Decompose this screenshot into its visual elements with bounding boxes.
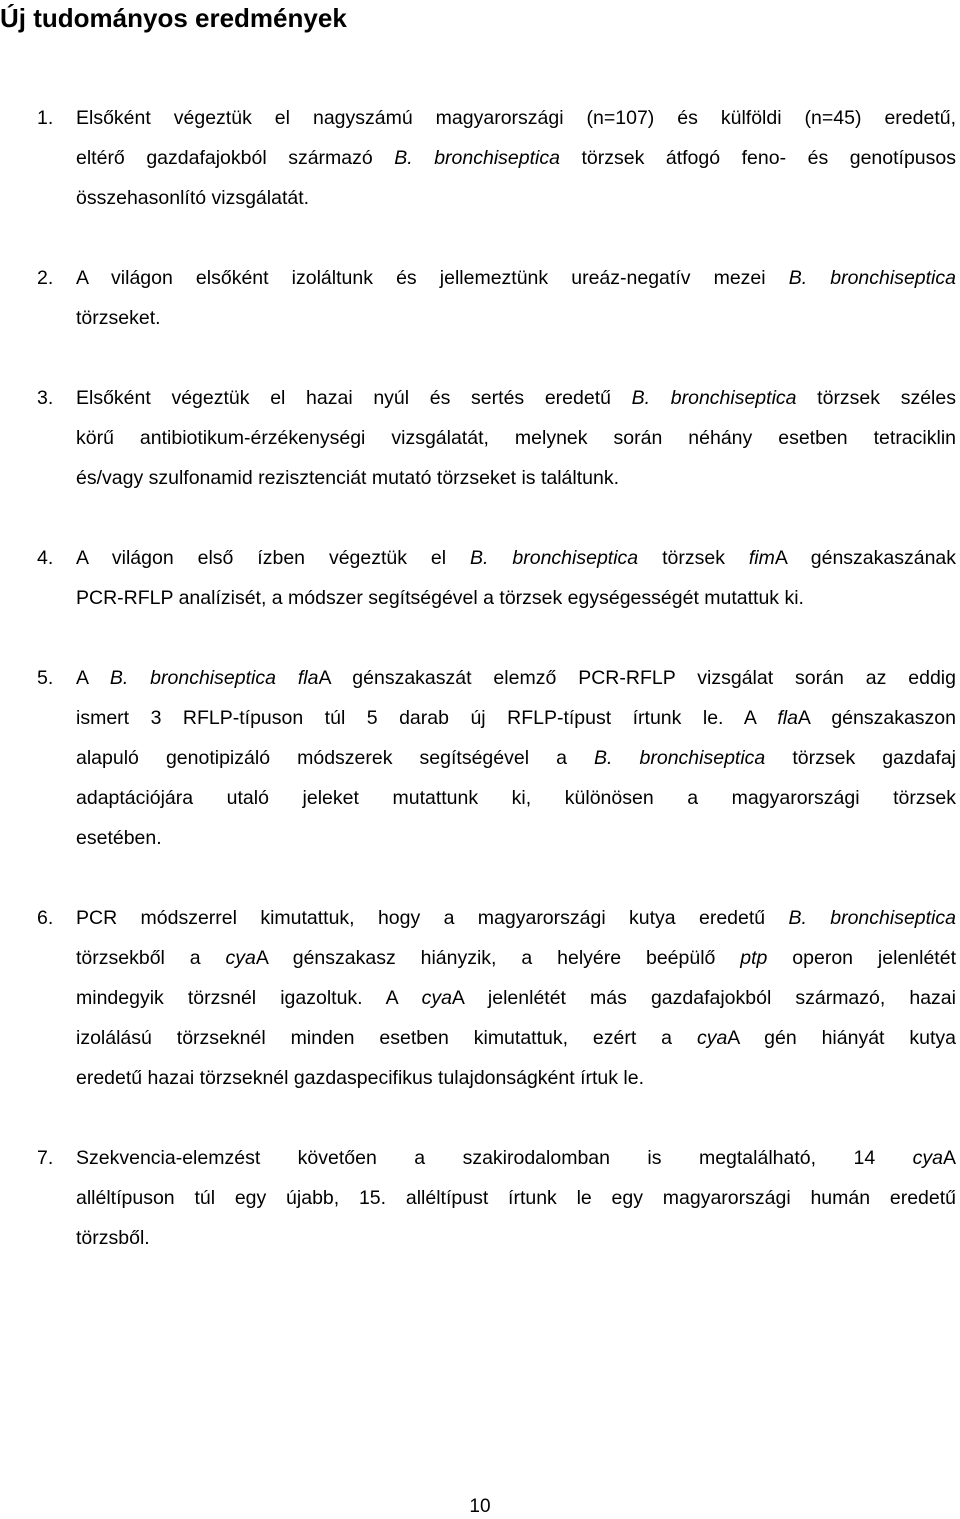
result-text — [76, 98, 956, 218]
italic-term: B. bronchiseptica — [594, 747, 766, 769]
page-number: 10 — [469, 1496, 491, 1517]
italic-term: B. bronchiseptica — [394, 147, 560, 169]
text-line — [76, 1018, 956, 1058]
italic-term: B. bronchiseptica — [631, 387, 797, 409]
text-line — [76, 818, 956, 858]
result-text — [76, 898, 956, 1098]
result-number: 3. — [37, 387, 54, 409]
italic-term: fim — [748, 547, 775, 569]
text-segment: Szekvencia-elemzést követően a szakirodalomban is megtalálható, 14 — [76, 1147, 913, 1169]
text-line — [76, 978, 956, 1018]
text-segment: A gén hiányát kutya — [727, 1027, 956, 1049]
italic-term: ptp — [740, 947, 768, 969]
text-line — [76, 178, 956, 218]
italic-term: cya — [912, 1147, 943, 1169]
text-segment: és/vagy szulfonamid rezisztenciát mutató törzseket is találtunk. — [76, 467, 619, 489]
text-segment: PCR-RFLP analízisét, a módszer segítségével a törzsek egységességét mutattuk ki. — [76, 587, 804, 609]
text-segment: A jelenlétét más gazdafajokból származó, hazai — [451, 987, 956, 1009]
text-segment: törzsek átfogó feno- és genotípusos — [559, 147, 956, 169]
text-segment: A génszakaszon — [797, 707, 957, 729]
text-segment: izolálású törzseknél minden esetben kimutattuk, ezért a — [76, 1027, 697, 1049]
result-number: 7. — [37, 1147, 54, 1169]
text-segment: körű antibiotikum-érzékenységi vizsgálatát, melynek során néhány esetben tetraciklin — [76, 427, 956, 449]
text-segment: A világon első ízben végeztük el — [76, 547, 471, 569]
text-line — [76, 458, 956, 498]
text-segment: operon jelenlétét — [767, 947, 956, 969]
text-segment: törzsekből a — [76, 947, 226, 969]
result-text — [76, 658, 956, 858]
text-segment: eltérő gazdafajokból származó — [76, 147, 395, 169]
text-line — [76, 1058, 956, 1098]
text-line — [76, 258, 956, 298]
text-line — [76, 98, 956, 138]
text-segment: A — [76, 667, 110, 689]
text-segment: A génszakasz hiányzik, a helyére beépülő — [255, 947, 741, 969]
result-number: 6. — [37, 907, 54, 929]
text-segment: A — [942, 1147, 956, 1169]
text-line — [76, 138, 956, 178]
italic-term: B. bronchiseptica — [788, 267, 956, 289]
text-segment: alléltípuson túl egy újabb, 15. alléltípust írtunk le egy magyarországi humán eredetű — [76, 1187, 956, 1209]
text-segment: mindegyik törzsnél igazoltuk. A — [76, 987, 422, 1009]
text-line — [76, 698, 956, 738]
result-text — [76, 538, 956, 618]
text-segment: A génszakaszának — [774, 547, 957, 569]
text-segment: törzsek széles — [796, 387, 956, 409]
result-number: 4. — [37, 547, 54, 569]
italic-term: cya — [225, 947, 256, 969]
text-segment: ismert 3 RFLP-típuson túl 5 darab új RFLP-típust írtunk le. A — [76, 707, 778, 729]
text-line — [76, 538, 956, 578]
text-segment: adaptációjára utaló jeleket mutattunk ki, különösen a magyarországi törzsek — [76, 787, 956, 809]
text-line — [76, 1138, 956, 1178]
text-line — [76, 778, 956, 818]
text-segment: esetében. — [76, 827, 162, 849]
text-line — [76, 1218, 956, 1258]
text-segment: A világon elsőként izoláltunk és jellemeztünk ureáz-negatív mezei — [76, 267, 789, 289]
result-text — [76, 1138, 956, 1258]
italic-term: B. bronchiseptica fla — [109, 667, 319, 689]
text-segment: A génszakaszát elemző PCR-RFLP vizsgálat során az eddig — [318, 667, 956, 689]
text-segment: alapuló genotipizáló módszerek segítségével a — [76, 747, 595, 769]
italic-term: fla — [777, 707, 798, 729]
italic-term: cya — [421, 987, 452, 1009]
text-segment: törzsek — [638, 547, 749, 569]
italic-term: B. bronchiseptica — [788, 907, 956, 929]
text-segment: törzsből. — [76, 1227, 150, 1249]
text-segment: PCR módszerrel kimutattuk, hogy a magyarországi kutya eredetű — [76, 907, 789, 929]
result-number: 1. — [37, 107, 54, 129]
result-text — [76, 378, 956, 498]
text-line — [76, 938, 956, 978]
result-number: 2. — [37, 267, 54, 289]
result-text — [76, 258, 956, 338]
text-line — [76, 378, 956, 418]
text-segment: Elsőként végeztük el hazai nyúl és sertés eredetű — [76, 387, 632, 409]
text-segment: törzseket. — [76, 307, 161, 329]
text-line — [76, 1178, 956, 1218]
text-line — [76, 738, 956, 778]
text-line — [76, 298, 956, 338]
italic-term: B. bronchiseptica — [470, 547, 639, 569]
italic-term: cya — [696, 1027, 728, 1049]
text-line — [76, 898, 956, 938]
text-line — [76, 658, 956, 698]
text-segment: Elsőként végeztük el nagyszámú magyarországi (n=107) és külföldi (n=45) eredetű, — [76, 107, 956, 129]
text-segment: eredetű hazai törzseknél gazdaspecifikus tulajdonságként írtuk le. — [76, 1067, 645, 1089]
text-segment: összehasonlító vizsgálatát. — [76, 187, 310, 209]
text-line — [76, 418, 956, 458]
result-number: 5. — [37, 667, 54, 689]
text-segment: törzsek gazdafaj — [765, 747, 956, 769]
text-line — [76, 578, 956, 618]
page-title: Új tudományos eredmények — [0, 3, 347, 33]
